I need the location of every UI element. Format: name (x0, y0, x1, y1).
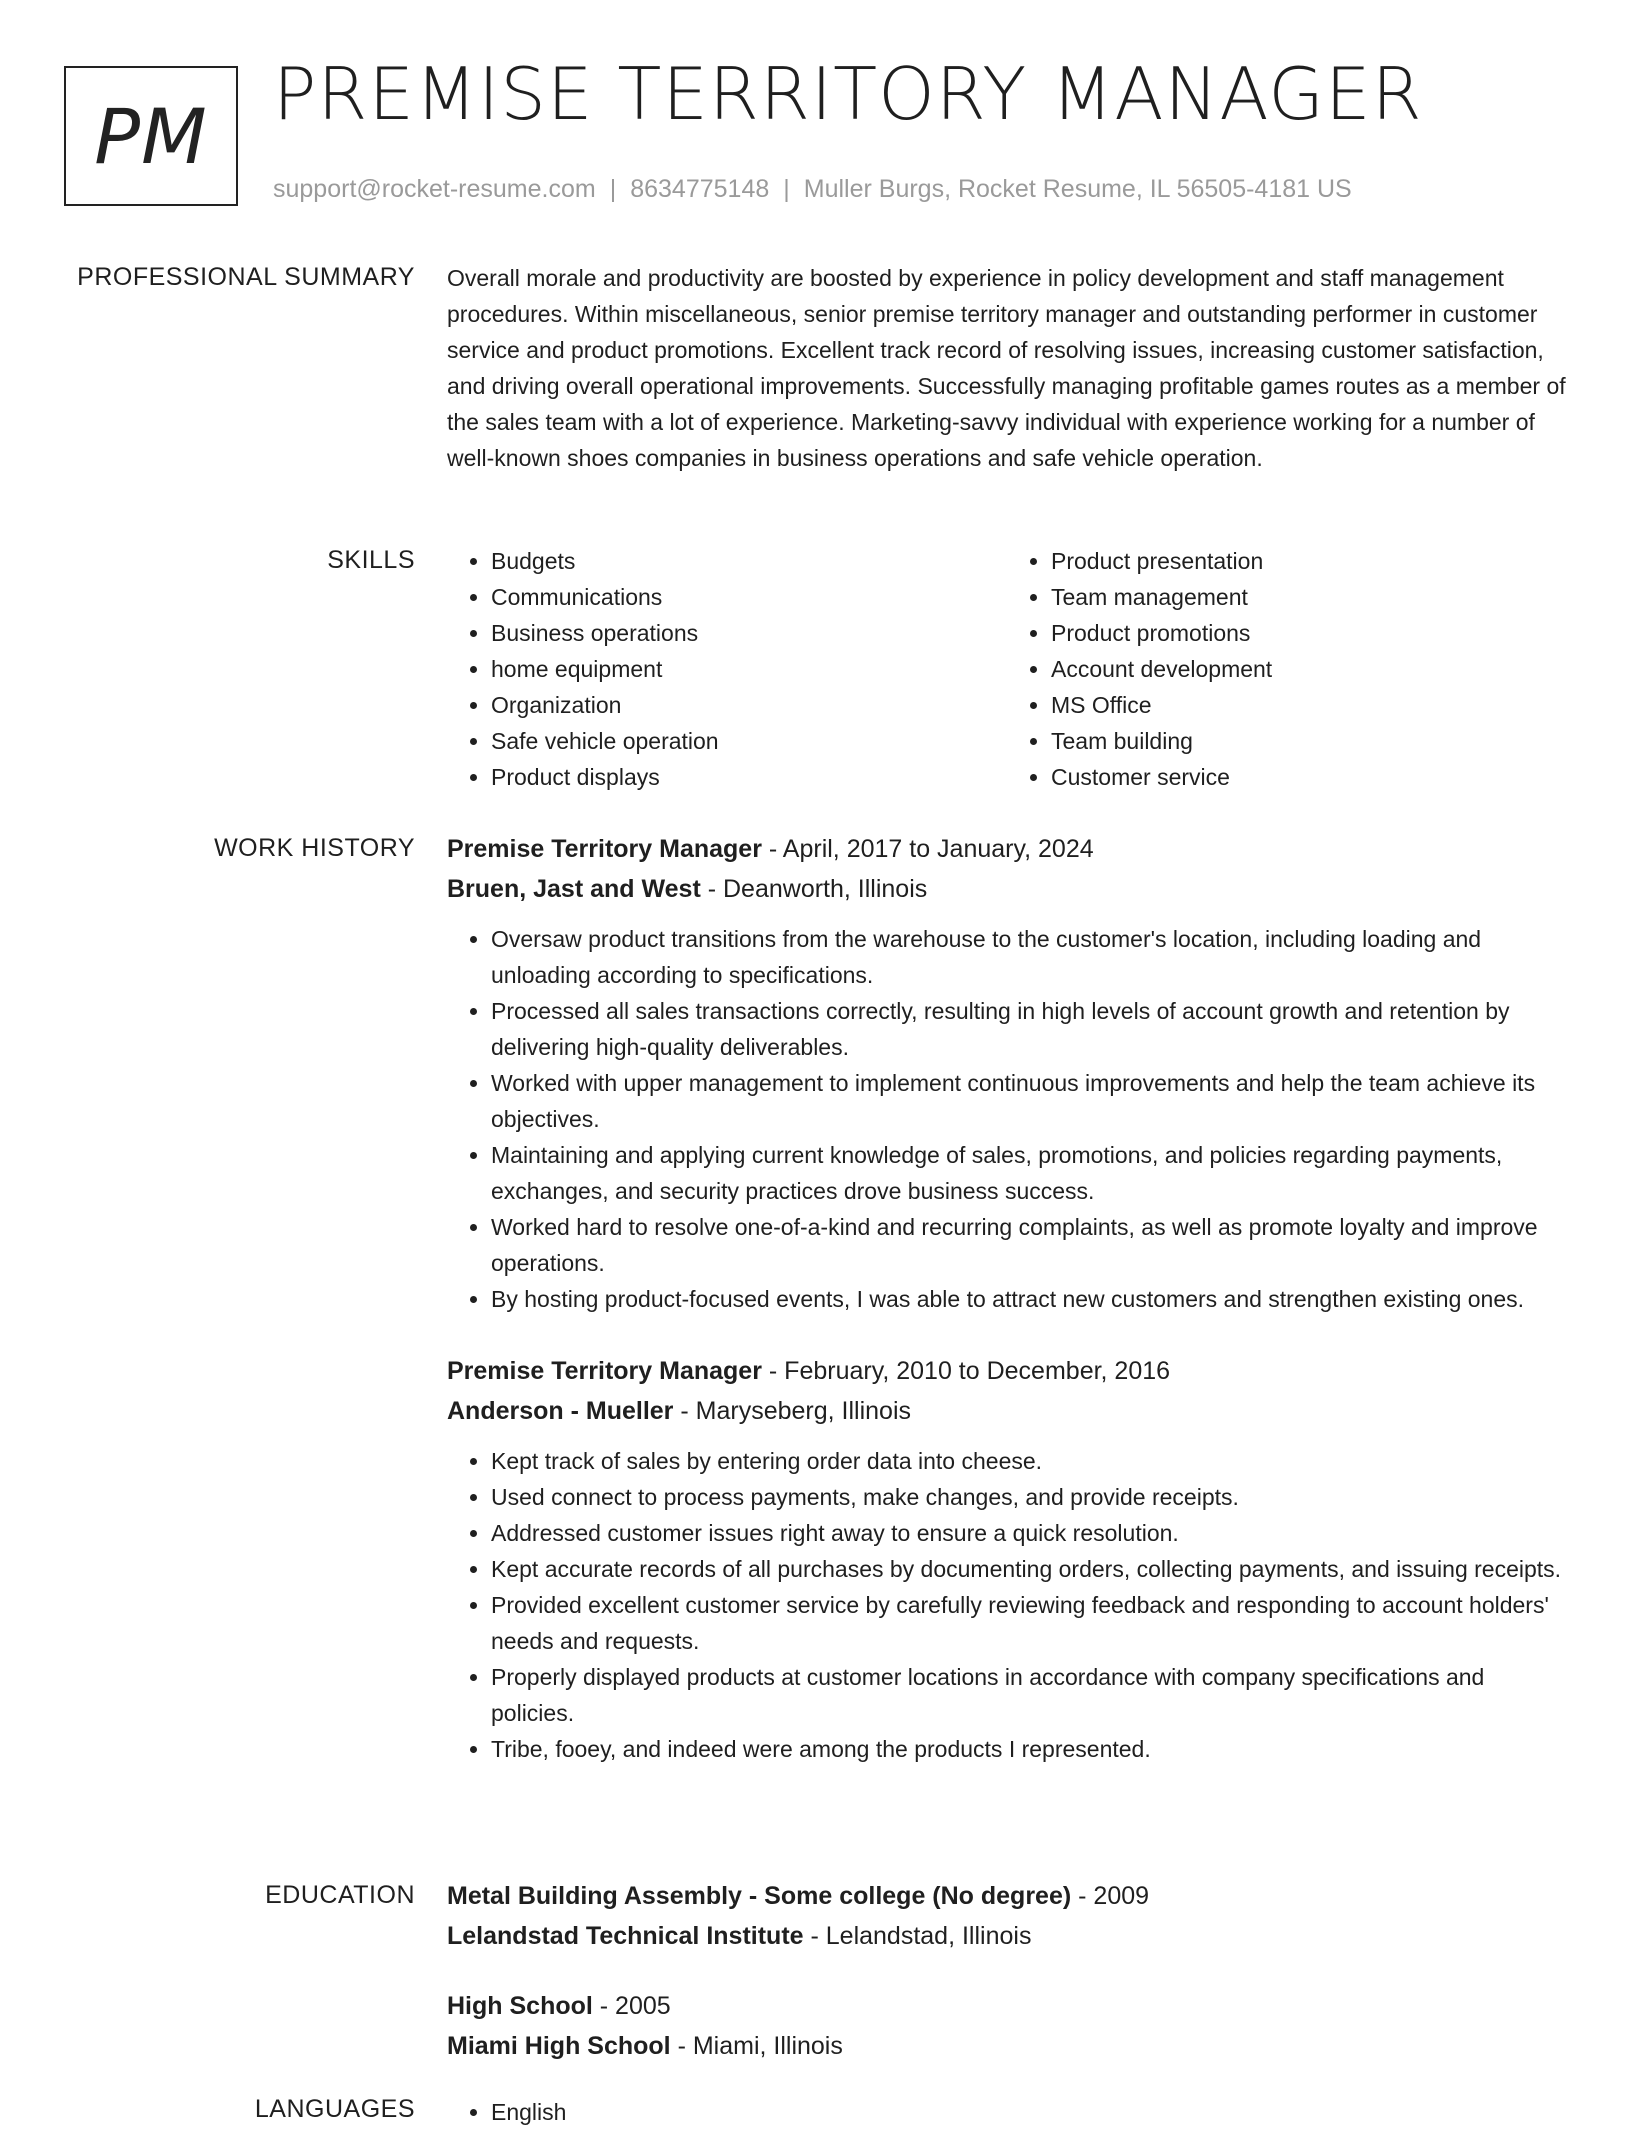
contact-separator: | (783, 175, 790, 203)
skill-item: • Business operations (491, 615, 1007, 651)
job-location: - Maryseberg, Illinois (673, 1397, 911, 1425)
resume-title: PREMISE TERRITORY MANAGER (273, 52, 1423, 136)
job-company: Bruen, Jast and West (447, 875, 701, 903)
contact-line (273, 175, 1352, 204)
job-bullet: • Maintaining and applying current knowledge of sales, promotions, and policies regarding payments, exchanges, and security practices drove business success. (491, 1137, 1567, 1209)
skill-item: • home equipment (491, 651, 1007, 687)
job-dates: - April, 2017 to January, 2024 (761, 835, 1094, 863)
job-bullet: • Provided excellent customer service by carefully reviewing feedback and responding to account holders' needs and requests. (491, 1587, 1567, 1659)
work-history-heading: WORK HISTORY (214, 834, 415, 862)
skill-item: • Product presentation (1051, 543, 1567, 579)
summary-heading: PROFESSIONAL SUMMARY (77, 263, 415, 291)
education-entry (447, 1876, 1567, 1956)
job-bullet: • By hosting product-focused events, I was able to attract new customers and strengthen existing ones. (491, 1281, 1567, 1317)
language-item: • English (491, 2094, 1567, 2130)
education-degree: High School (447, 1992, 593, 2020)
skill-item: • Team building (1051, 723, 1567, 759)
contact-separator: | (609, 175, 617, 203)
contact-address: Muller Burgs, Rocket Resume, IL 56505-4181 US (803, 175, 1352, 203)
job-bullet: • Worked hard to resolve one-of-a-kind and recurring complaints, as well as promote loyalty and improve operations. (491, 1209, 1567, 1281)
skill-item: • MS Office (1051, 687, 1567, 723)
job-bullet: • Properly displayed products at customer locations in accordance with company specifications and policies. (491, 1659, 1567, 1731)
skill-item: • Safe vehicle operation (491, 723, 1007, 759)
languages-heading: LANGUAGES (254, 2095, 415, 2123)
skill-item: • Team management (1051, 579, 1567, 615)
education-entry (447, 1986, 1567, 2066)
job-dates: - February, 2010 to December, 2016 (761, 1357, 1171, 1385)
skill-item: • Organization (491, 687, 1007, 723)
skill-item: • Communications (491, 579, 1007, 615)
job-bullets (447, 921, 1567, 1317)
education-location: - Miami, Illinois (670, 2032, 843, 2060)
job-bullet: • Oversaw product transitions from the warehouse to the customer's location, including loading and unloading according to specifications. (491, 921, 1567, 993)
job-bullet: • Tribe, fooey, and indeed were among the products I represented. (491, 1731, 1567, 1767)
languages-list (447, 2094, 1567, 2130)
skill-item: • Product promotions (1051, 615, 1567, 651)
contact-phone[interactable]: 8634775148 (630, 175, 770, 203)
job-bullet: • Used connect to process payments, make changes, and provide receipts. (491, 1479, 1567, 1515)
job-title: Premise Territory Manager (447, 1357, 762, 1385)
skills-heading: SKILLS (327, 546, 415, 574)
education-year: - 2005 (592, 1992, 671, 2020)
skill-item: • Budgets (491, 543, 1007, 579)
education-year: - 2009 (1071, 1882, 1150, 1910)
education-heading: EDUCATION (265, 1881, 415, 1909)
education-school: Miami High School (447, 2032, 671, 2060)
job-entry (447, 1351, 1567, 1767)
job-location: - Deanworth, Illinois (700, 875, 928, 903)
skills-list-right (1007, 543, 1567, 795)
summary-text: Overall morale and productivity are boosted by experience in policy development and staff management procedures. Within miscellaneous, senior premise territory manager and outstanding performer in customer service and product promotions. Excellent track record of resolving issues, increasing customer satisfaction, and driving overall operational improvements. Successfully managing profitable games routes as a member of the sales team with a lot of experience. Marketing-savvy individual with experience working for a number of well-known shoes companies in business operations and safe vehicle operation. (447, 265, 1566, 471)
contact-email[interactable]: support@rocket-resume.com (273, 175, 596, 203)
skills-list-left (447, 543, 1007, 795)
job-bullet: • Processed all sales transactions correctly, resulting in high levels of account growth and retention by delivering high-quality deliverables. (491, 993, 1567, 1065)
job-company: Anderson - Mueller (447, 1397, 674, 1425)
education-location: - Lelandstad, Illinois (803, 1922, 1032, 1950)
skill-item: • Customer service (1051, 759, 1567, 795)
job-bullet: • Worked with upper management to implement continuous improvements and help the team achieve its objectives. (491, 1065, 1567, 1137)
job-bullet: • Kept accurate records of all purchases by documenting orders, collecting payments, and issuing receipts. (491, 1551, 1567, 1587)
education-degree: Metal Building Assembly - Some college (No degree) (447, 1882, 1072, 1910)
job-title: Premise Territory Manager (447, 835, 762, 863)
skill-item: • Product displays (491, 759, 1007, 795)
monogram-logo: PM (64, 66, 238, 206)
job-entry (447, 829, 1567, 1317)
skill-item: • Account development (1051, 651, 1567, 687)
job-bullet: • Kept track of sales by entering order data into cheese. (491, 1443, 1567, 1479)
job-bullet: • Addressed customer issues right away to ensure a quick resolution. (491, 1515, 1567, 1551)
job-bullets (447, 1443, 1567, 1767)
education-school: Lelandstad Technical Institute (447, 1922, 804, 1950)
